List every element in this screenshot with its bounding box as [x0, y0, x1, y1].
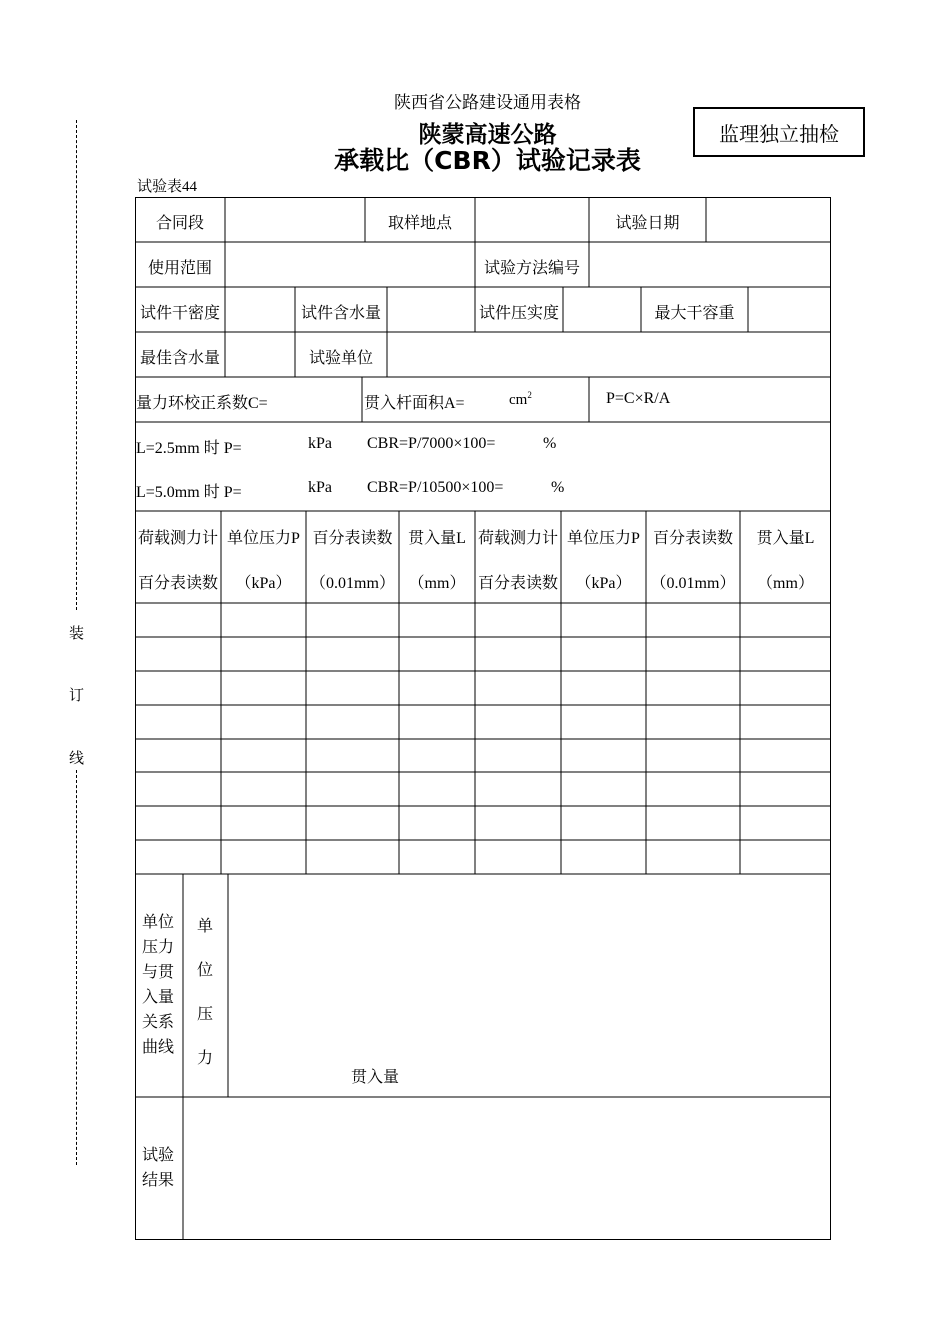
curve-y-axis-label: 单 位 压 力 [197, 918, 214, 1067]
sampling-location-label: 取样地点 [387, 215, 452, 232]
max-dry-density-label: 最大干容重 [654, 305, 735, 322]
test-date-label: 试验日期 [615, 215, 680, 232]
col-dial-reading-1: 百分表读数 [312, 530, 393, 547]
test-method-no-label: 试验方法编号 [483, 260, 580, 277]
l50-pressure-label: L=5.0mm 时 P= [136, 484, 242, 501]
col-dial-reading-2-unit: （0.01mm） [650, 575, 736, 592]
pressure-formula: P=C×R/A [606, 390, 671, 407]
col-penetration-1-unit: （mm） [408, 575, 466, 592]
ring-coefficient-label: 量力环校正系数C= [136, 395, 268, 412]
binding-char-3: 线 [69, 751, 85, 767]
area-unit-exponent: 2 [527, 390, 532, 400]
col-dial-reading-2: 百分表读数 [652, 530, 733, 547]
col-penetration-1: 贯入量L [408, 530, 466, 547]
col-unit-pressure-1: 单位压力P [227, 530, 300, 547]
curve-x-axis-label: 贯入量 [351, 1069, 400, 1086]
moisture-content-label: 试件含水量 [300, 305, 381, 322]
col-unit-pressure-1-unit: （kPa） [235, 575, 292, 592]
binding-char-1: 装 [69, 626, 85, 642]
col-load-gauge-1: 荷载测力计 [137, 530, 218, 547]
col-load-gauge-2: 荷载测力计 [477, 530, 558, 547]
col-penetration-2: 贯入量L [756, 530, 815, 547]
col-dial-reading-1-unit: （0.01mm） [310, 575, 395, 592]
page-title: 承载比（CBR）试验记录表 [334, 146, 641, 175]
project-name: 陕蒙高速公路 [418, 122, 557, 148]
col-unit-pressure-2: 单位压力P [567, 530, 640, 547]
compaction-label: 试件压实度 [478, 305, 559, 322]
scope-of-use-label: 使用范围 [147, 260, 212, 277]
col-penetration-2-unit: （mm） [757, 575, 814, 592]
curve-section-label: 单位 压力 与贯 入量 关系 曲线 [142, 914, 175, 1056]
optimum-moisture-label: 最佳含水量 [139, 350, 220, 367]
col-load-gauge-1-sub: 百分表读数 [137, 575, 218, 592]
test-result-label: 试验 结果 [142, 1147, 175, 1189]
contract-section-label: 合同段 [155, 215, 204, 232]
form-number: 试验表44 [137, 179, 198, 195]
binding-char-2: 订 [69, 688, 85, 704]
l50-unit: kPa [308, 479, 332, 496]
form-category-heading: 陕西省公路建设通用表格 [394, 93, 581, 112]
test-unit-label: 试验单位 [308, 350, 373, 367]
col-load-gauge-2-sub: 百分表读数 [477, 575, 558, 592]
l25-pressure-label: L=2.5mm 时 P= [136, 440, 242, 457]
l50-percent: % [551, 479, 565, 496]
col-unit-pressure-2-unit: （kPa） [575, 575, 632, 592]
l25-percent: % [543, 435, 557, 452]
dry-density-label: 试件干密度 [139, 305, 220, 322]
area-label: 贯入杆面积A= [364, 395, 465, 412]
area-unit: $cm^2$ [509, 390, 532, 408]
l25-cbr-formula: CBR=P/7000×100= [367, 435, 496, 452]
supervision-stamp: 监理独立抽检 [693, 107, 865, 157]
l25-unit: kPa [308, 435, 332, 452]
l50-cbr-formula: CBR=P/10500×100= [367, 479, 504, 496]
